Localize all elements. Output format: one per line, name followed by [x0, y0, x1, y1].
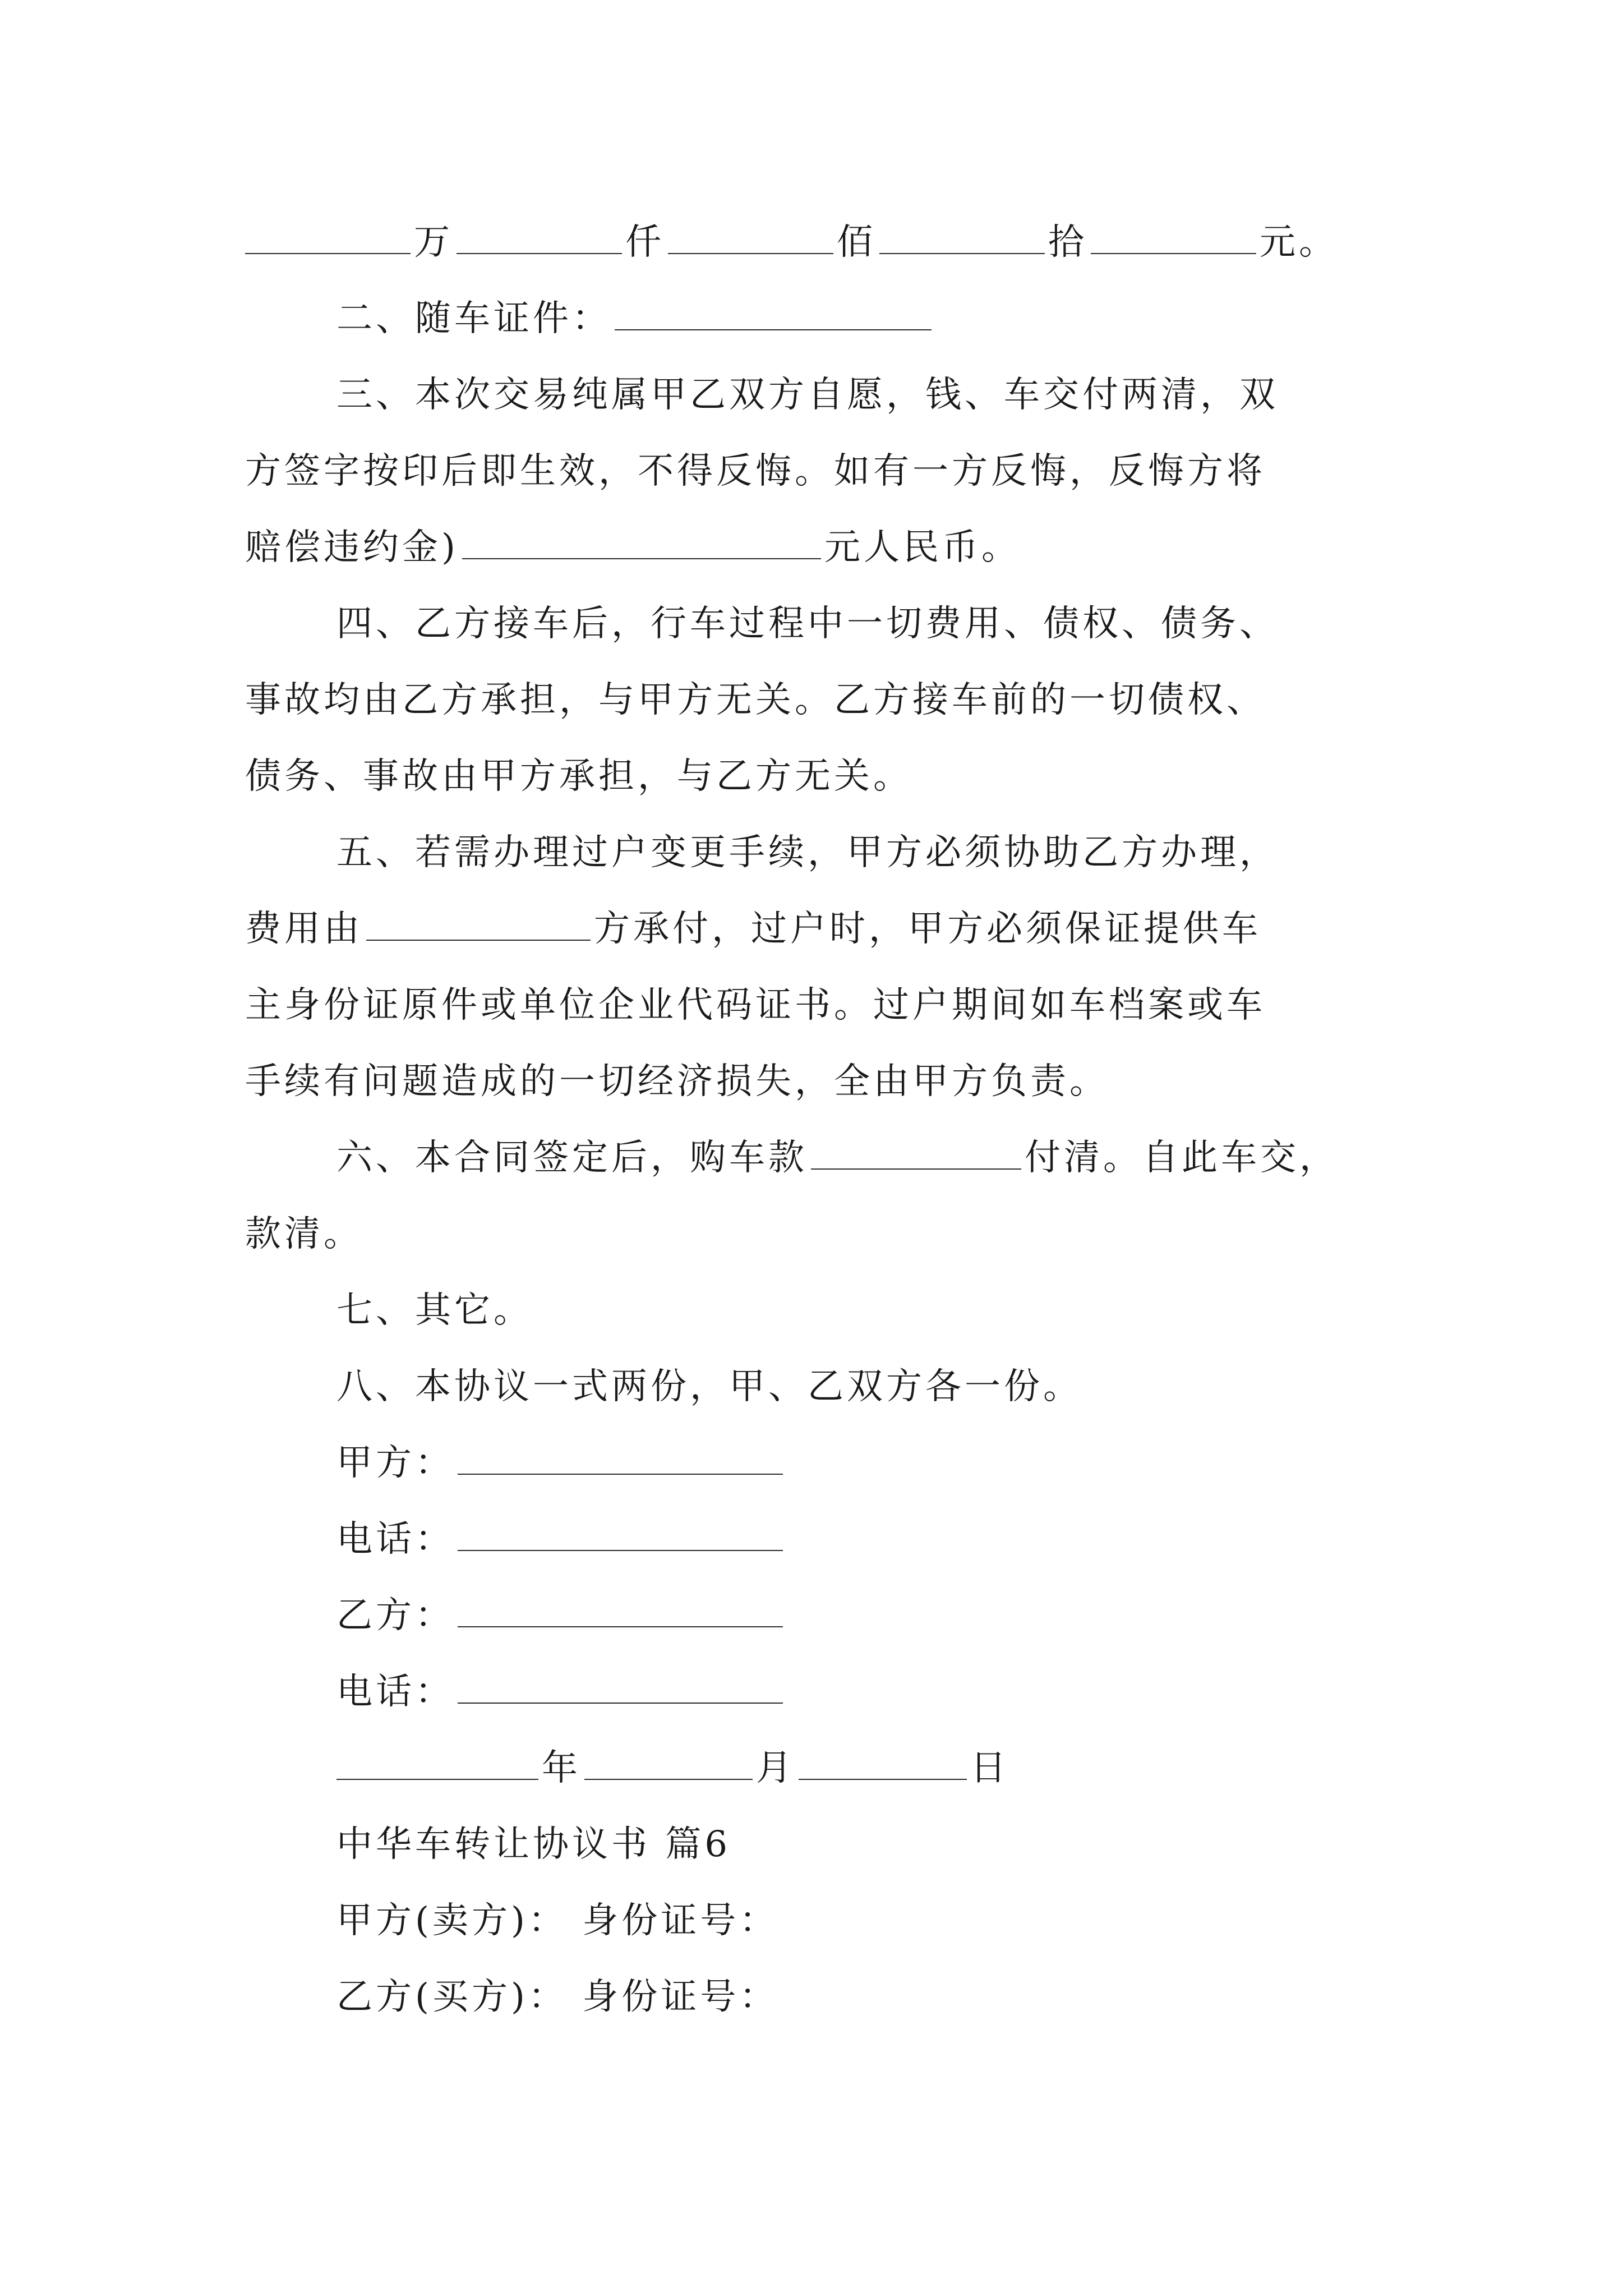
date-month-label: 月	[756, 1747, 795, 1789]
amount-unit-wan: 万	[414, 222, 453, 263]
item-3-line-3	[245, 524, 1021, 571]
signature-party-b	[336, 1592, 786, 1639]
signature-phone-a-label: 电话：	[336, 1519, 454, 1560]
amount-unit-bai: 佰	[837, 222, 876, 263]
item-5-fee-suffix: 方承付，过户时，甲方必须保证提供车	[594, 908, 1261, 950]
item-4-line-3: 债务、事故由甲方承担，与乙方无关。	[245, 756, 912, 797]
item-5-line-2	[245, 905, 1261, 953]
amount-blank-wan	[245, 220, 411, 254]
signature-party-a-label: 甲方：	[336, 1442, 454, 1484]
date-year-blank	[336, 1746, 538, 1780]
item-3-penalty-blank	[462, 526, 821, 559]
signature-phone-b	[336, 1668, 786, 1715]
item-6-payment-prefix: 六、本合同签定后，购车款	[336, 1137, 808, 1179]
date-line	[336, 1745, 1009, 1792]
amount-unit-qian: 仟	[625, 222, 665, 263]
signature-phone-a	[336, 1516, 786, 1563]
next-section-buyer: 乙方(买方)： 身份证号：	[336, 1976, 779, 2018]
item-3-line-1: 三、本次交易纯属甲乙双方自愿，钱、车交付两清，双	[336, 374, 1279, 416]
amount-line	[245, 219, 1338, 266]
item-5-line-3: 主身份证原件或单位企业代码证书。过户期间如车档案或车	[245, 984, 1266, 1026]
signature-phone-b-label: 电话：	[336, 1671, 454, 1713]
item-3-line-2: 方签字按印后即生效，不得反悔。如有一方反悔，反悔方将	[245, 450, 1266, 492]
signature-party-a-blank	[458, 1441, 783, 1475]
item-6-payment-suffix: 付清。自此车交，	[1025, 1137, 1339, 1179]
signature-party-b-blank	[458, 1594, 783, 1627]
date-day-blank	[799, 1746, 967, 1780]
signature-phone-a-blank	[458, 1517, 783, 1551]
signature-phone-b-blank	[458, 1670, 783, 1704]
date-day-label: 日	[970, 1747, 1009, 1789]
item-6-line-1	[336, 1134, 1339, 1181]
item-8-line-1: 八、本协议一式两份，甲、乙双方各一份。	[336, 1366, 1082, 1407]
signature-party-b-label: 乙方：	[336, 1595, 454, 1636]
signature-party-a	[336, 1439, 786, 1487]
item-5-line-1: 五、若需办理过户变更手续，甲方必须协助乙方办理，	[336, 832, 1279, 873]
amount-blank-qian	[457, 220, 622, 254]
item-4-line-2: 事故均由乙方承担，与甲方无关。乙方接车前的一切债权、	[245, 679, 1266, 721]
item-5-fee-prefix: 费用由	[245, 908, 363, 950]
next-section-seller: 甲方(卖方)： 身份证号：	[336, 1900, 779, 1941]
item-3-penalty-suffix: 元人民币。	[824, 527, 1021, 568]
amount-blank-bai	[668, 220, 833, 254]
item-4-line-1: 四、乙方接车后，行车过程中一切费用、债权、债务、	[336, 603, 1279, 645]
date-month-blank	[584, 1746, 753, 1780]
amount-blank-shi	[879, 220, 1045, 254]
amount-blank-yuan	[1091, 220, 1256, 254]
item-7-line-1: 七、其它。	[336, 1290, 533, 1331]
item-2-label: 二、随车证件：	[336, 298, 611, 339]
amount-unit-shi: 拾	[1048, 222, 1087, 263]
item-2-blank	[615, 297, 932, 330]
next-section-title: 中华车转让协议书 篇6	[336, 1824, 731, 1865]
date-year-label: 年	[542, 1747, 581, 1789]
amount-unit-yuan: 元。	[1260, 222, 1338, 263]
item-3-penalty-prefix: 赔偿违约金)	[245, 527, 459, 568]
item-6-payment-blank	[811, 1136, 1021, 1170]
item-5-line-4: 手续有问题造成的一切经济损失，全由甲方负责。	[245, 1061, 1109, 1102]
item-6-line-2: 款清。	[245, 1213, 363, 1255]
item-2-line	[336, 295, 935, 342]
item-5-fee-blank	[366, 907, 591, 941]
